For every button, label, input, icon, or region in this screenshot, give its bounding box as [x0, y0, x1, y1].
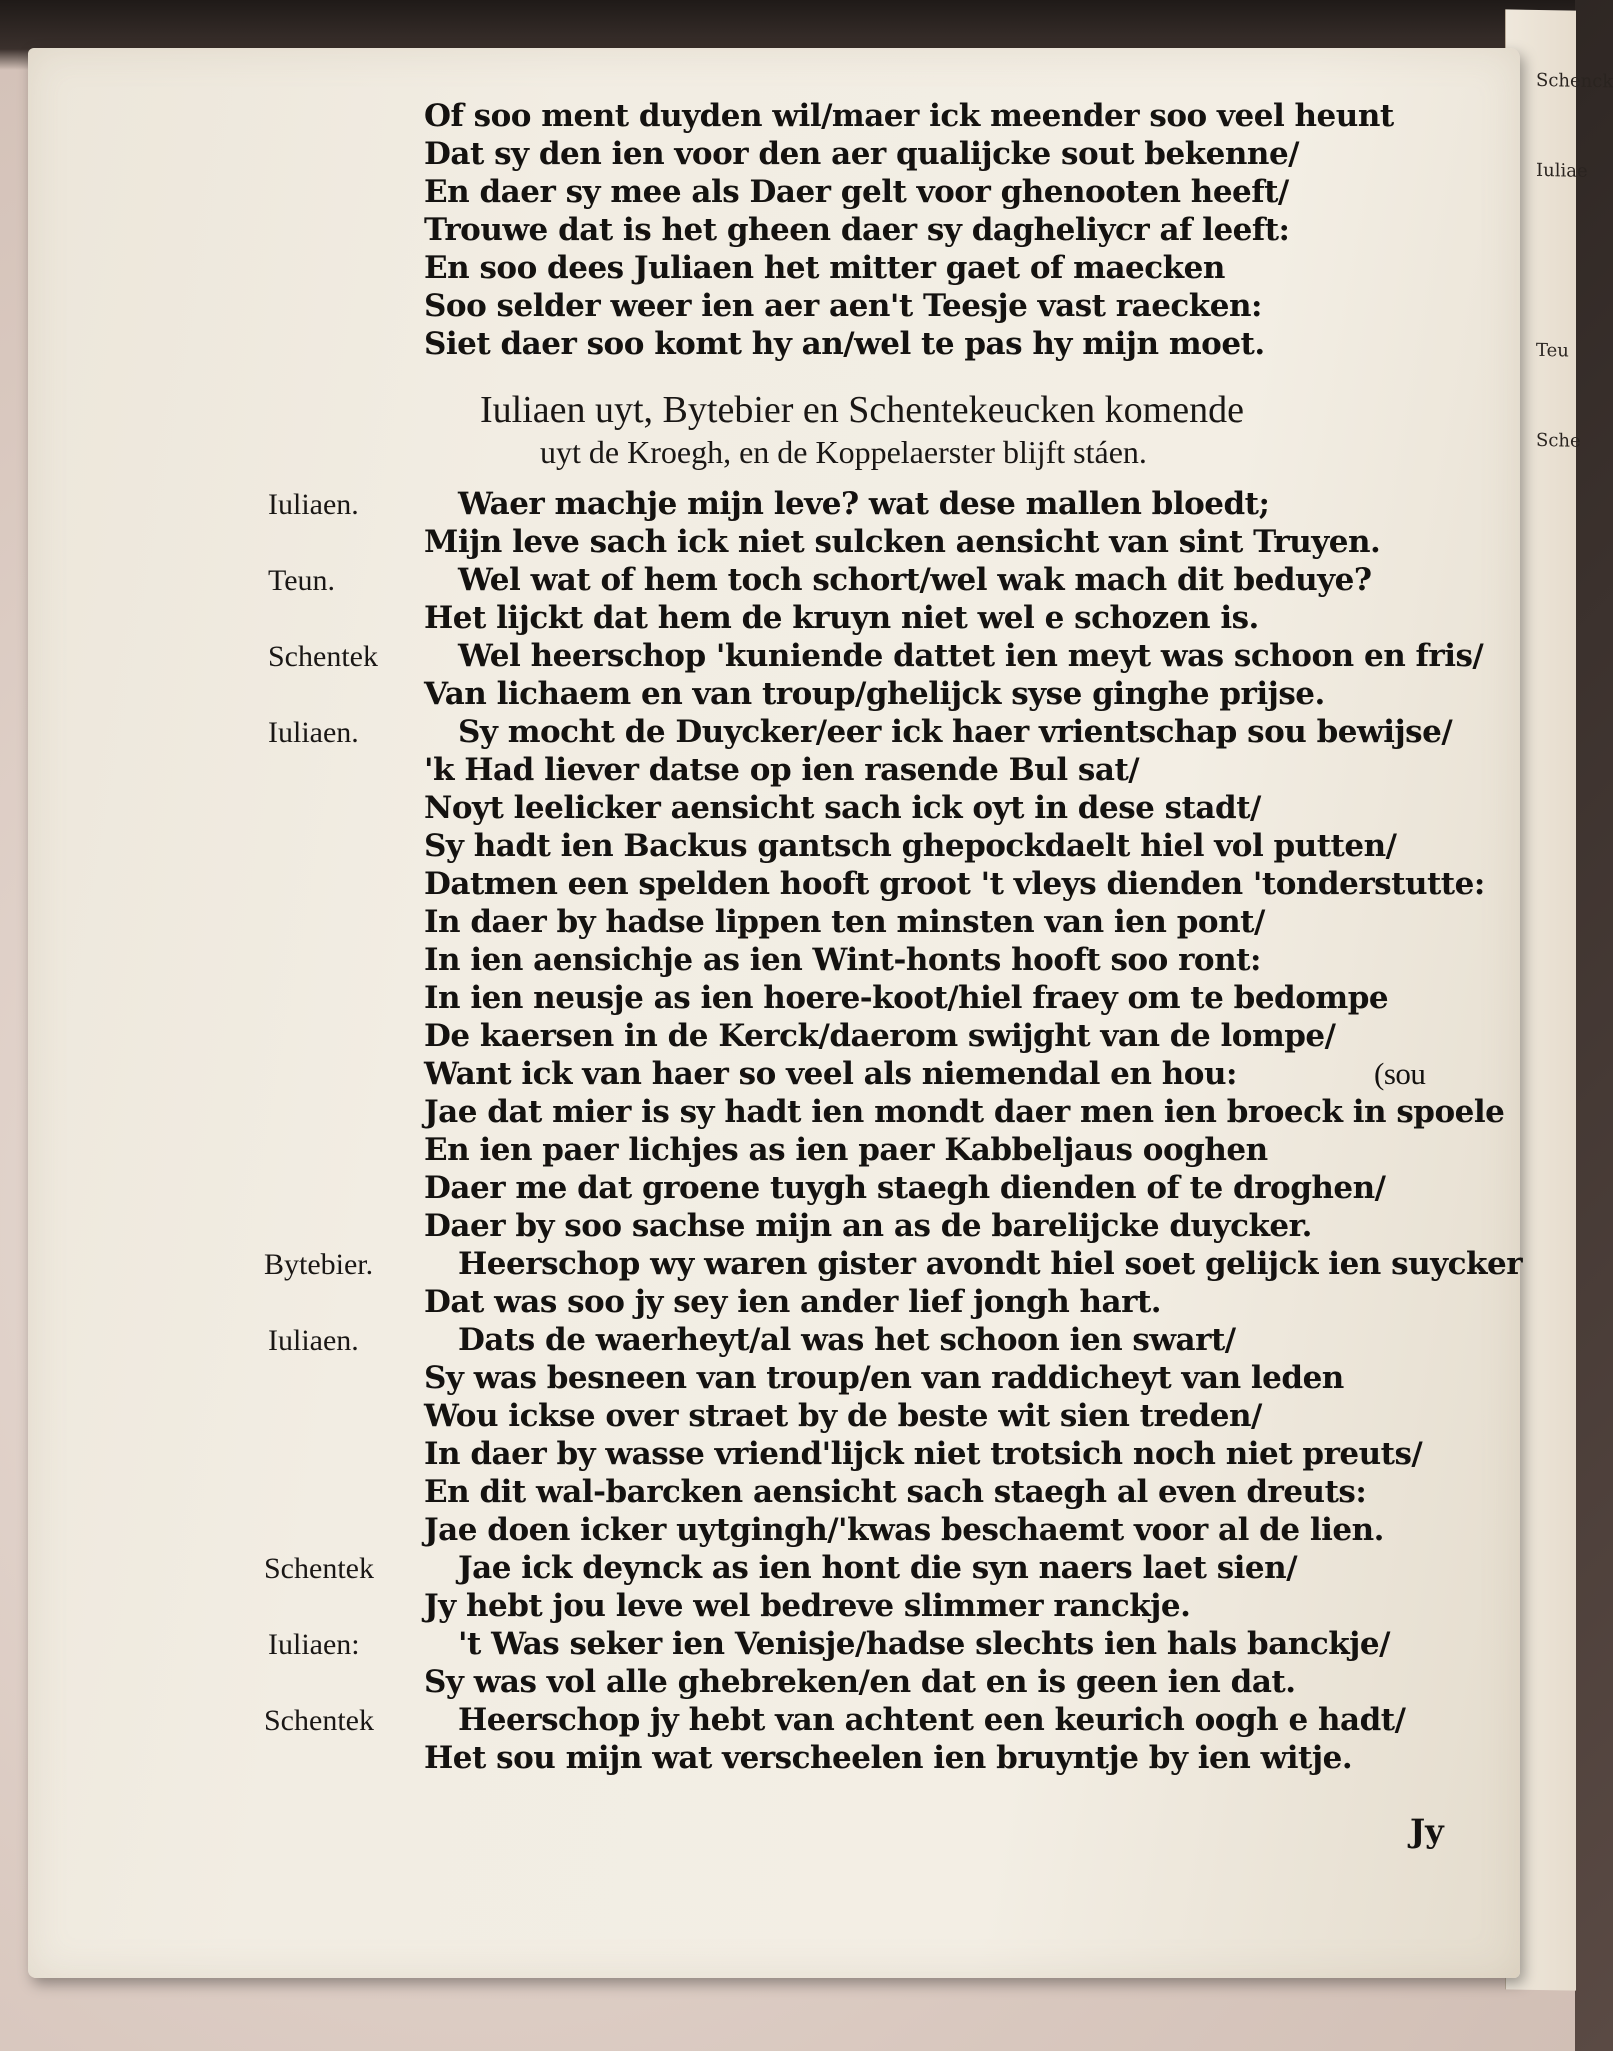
verse-line: Het sou mijn wat verscheelen ien bruyntje by ien witje. — [424, 1740, 1353, 1776]
facing-page-fragment: Iuliae — [1536, 159, 1588, 182]
verse-line: Sy hadt ien Backus gantsch ghepockdaelt hiel vol putten/ — [424, 828, 1397, 864]
speaker-name: Iuliaen. — [268, 1324, 359, 1357]
verse-line: Sy was besneen van troup/en van raddicheyt van leden — [424, 1360, 1344, 1396]
catchword: Jy — [1410, 1812, 1444, 1850]
verse-line: De kaersen in de Kerck/daerom swijght van de lompe/ — [424, 1018, 1336, 1054]
verse-line: Jae doen icker uytgingh/'kwas beschaemt voor al de lien. — [424, 1512, 1384, 1548]
facing-page-fragment: Sche — [1536, 429, 1581, 452]
verse-line: Jae ick deynck as ien hont die syn naers laet sien/ — [458, 1550, 1298, 1586]
speaker-name: Bytebier. — [264, 1248, 374, 1281]
verse-line: 't Was seker ien Venisje/hadse slechts ien hals banckje/ — [458, 1626, 1390, 1662]
verse-line: Trouwe dat is het gheen daer sy dagheliycr af leeft: — [424, 212, 1290, 248]
verse-line: In ien neusje as ien hoere-koot/hiel fraey om te bedompe — [424, 980, 1389, 1016]
verse-line: En soo dees Juliaen het mitter gaet of maecken — [424, 250, 1225, 286]
book-page — [28, 48, 1523, 1978]
stage-direction-line-1: Iuliaen uyt, Bytebier en Schentekeucken komende — [480, 389, 1244, 431]
speaker-name: Iuliaen. — [268, 716, 359, 749]
verse-line: Daer me dat groene tuygh staegh dienden of te droghen/ — [424, 1170, 1386, 1206]
speaker-name: Schentek — [264, 1704, 374, 1737]
verse-line: Want ick van haer so veel als niemendal en hou: — [424, 1056, 1237, 1092]
speaker-name: Schentek — [264, 1552, 374, 1585]
verse-line: Van lichaem en van troup/ghelijck syse ginghe prijse. — [424, 676, 1325, 712]
facing-page-fragment: Schenck — [1536, 69, 1613, 93]
speaker-name: Schentek — [268, 640, 378, 673]
verse-line: En dit wal-barcken aensicht sach staegh al even dreuts: — [424, 1474, 1367, 1510]
stage-direction-line-2: uyt de Kroegh, en de Koppelaerster blijft stáen. — [540, 434, 1147, 470]
verse-line: Heerschop jy hebt van achtent een keurich oogh e hadt/ — [458, 1702, 1406, 1738]
verse-line: 'k Had liever datse op ien rasende Bul sat/ — [424, 752, 1140, 788]
verse-line: Sy was vol alle ghebreken/en dat en is geen ien dat. — [424, 1664, 1296, 1700]
verse-line: En ien paer lichjes as ien paer Kabbeljaus ooghen — [424, 1132, 1268, 1168]
verse-line: Waer machje mijn leve? wat dese mallen bloedt; — [458, 486, 1270, 522]
speaker-name: Teun. — [268, 564, 336, 597]
turnover-word: (sou — [1374, 1056, 1426, 1091]
verse-line: Sy mocht de Duycker/eer ick haer vrientschap sou bewijse/ — [458, 714, 1453, 750]
speaker-name: Iuliaen: — [268, 1628, 360, 1661]
verse-line: Dat sy den ien voor den aer qualijcke sout bekenne/ — [424, 136, 1299, 172]
verse-line: Jy hebt jou leve wel bedreve slimmer ranckje. — [424, 1588, 1191, 1624]
verse-line: Dat was soo jy sey ien ander lief jongh hart. — [424, 1284, 1162, 1320]
verse-line: Het lijckt dat hem de kruyn niet wel e schozen is. — [424, 600, 1259, 636]
verse-line: In daer by wasse vriend'lijck niet trotsich noch niet preuts/ — [424, 1436, 1423, 1472]
verse-line: Dats de waerheyt/al was het schoon ien swart/ — [458, 1322, 1236, 1358]
verse-line: In ien aensichje as ien Wint-honts hooft soo ront: — [424, 942, 1261, 978]
verse-line: In daer by hadse lippen ten minsten van ien pont/ — [424, 904, 1265, 940]
verse-line: Siet daer soo komt hy an/wel te pas hy mijn moet. — [424, 326, 1265, 362]
verse-line: Mijn leve sach ick niet sulcken aensicht van sint Truyen. — [424, 524, 1381, 560]
verse-line: Heerschop wy waren gister avondt hiel soet gelijck ien suycker — [458, 1246, 1523, 1282]
speaker-name: Iuliaen. — [268, 488, 359, 521]
verse-line: Wou ickse over straet by de beste wit sien treden/ — [424, 1398, 1262, 1434]
verse-line: Jae dat mier is sy hadt ien mondt daer men ien broeck in spoele — [424, 1094, 1505, 1130]
verse-line: Soo selder weer ien aer aen't Teesje vast raecken: — [424, 288, 1262, 324]
verse-line: Of soo ment duyden wil/maer ick meender soo veel heunt — [424, 98, 1394, 134]
verse-line: Daer by soo sachse mijn an as de barelijcke duycker. — [424, 1208, 1312, 1244]
verse-line: Wel heerschop 'kuniende dattet ien meyt was schoon en fris/ — [458, 638, 1484, 674]
facing-page-fragment: Teu — [1536, 339, 1569, 362]
verse-line: Noyt leelicker aensicht sach ick oyt in dese stadt/ — [424, 790, 1261, 826]
verse-line: En daer sy mee als Daer gelt voor ghenooten heeft/ — [424, 174, 1289, 210]
verse-line: Wel wat of hem toch schort/wel wak mach dit beduye? — [458, 562, 1372, 598]
verse-line: Datmen een spelden hooft groot 't vleys dienden 'tonderstutte: — [424, 866, 1485, 902]
